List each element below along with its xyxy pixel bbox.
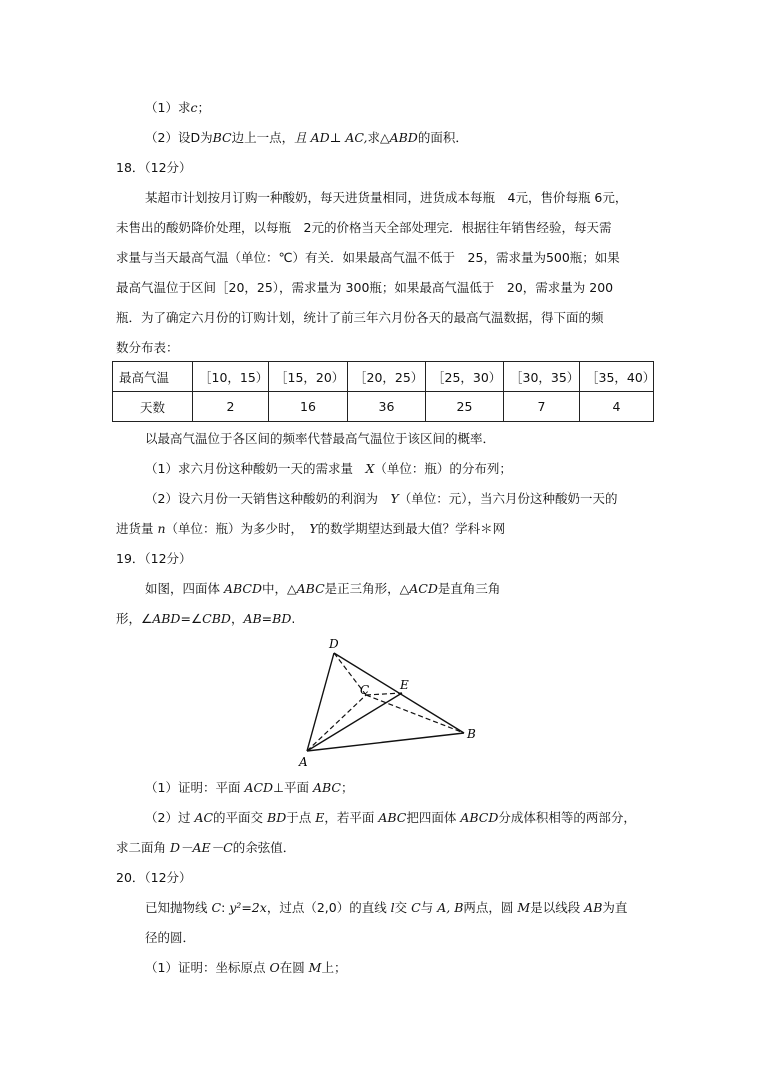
table-row-header: 最高气温 <box>113 362 193 392</box>
q20-header: 20．（12分） <box>116 870 192 885</box>
q18-paragraph-line: 某超市计划按月订购一种酸奶，每天进货量相同，进货成本每瓶 4元，售价每瓶 6元， <box>145 190 628 205</box>
table-cell: 25 <box>426 392 504 422</box>
q18-paragraph-line: 瓶．为了确定六月份的订购计划，统计了前三年六月份各天的最高气温数据，得下面的频 <box>116 310 604 325</box>
vertex-label-B: B <box>467 727 476 741</box>
q18-part1: （1）求六月份这种酸奶一天的需求量 X（单位：瓶）的分布列； <box>145 461 512 476</box>
table-row <box>113 362 654 392</box>
table-cell: 2 <box>193 392 269 422</box>
q20-part1: （1）证明：坐标原点 O在圆 M上； <box>145 960 347 975</box>
vertex-label-A: A <box>299 755 308 769</box>
q18-after-table: 以最高气温位于各区间的频率代替最高气温位于该区间的概率． <box>145 431 496 446</box>
q18-paragraph-line: 最高气温位于区间［20，25），需求量为 300瓶；如果最高气温低于 20，需求量为 200 <box>116 280 614 295</box>
table-cell: ［10，15） <box>193 362 269 392</box>
edge-AB <box>307 733 464 751</box>
q18-paragraph-line: 求量与当天最高气温（单位：℃）有关．如果最高气温不低于 25，需求量为500瓶；如果 <box>116 250 620 265</box>
tetrahedron-figure <box>290 632 490 772</box>
q18-paragraph-line: 未售出的酸奶降价处理，以每瓶 2元的价格当天全部处理完．根据往年销售经验，每天需 <box>116 220 612 235</box>
table-cell: 36 <box>348 392 426 422</box>
q18-header: 18．（12分） <box>116 160 192 175</box>
q18-paragraph-line: 数分布表： <box>116 340 179 355</box>
q19-part1: （1）证明：平面 ACD⊥平面 ABC； <box>145 780 354 795</box>
table-cell: ［30，35） <box>504 362 580 392</box>
table-cell: ［25，30） <box>426 362 504 392</box>
q19-part2-cont: 求二面角 D－AE－C的余弦值． <box>116 840 296 855</box>
q19-header: 19．（12分） <box>116 551 192 566</box>
vertex-label-C: C <box>360 683 370 697</box>
table-cell: 4 <box>580 392 654 422</box>
frequency-table <box>112 361 654 422</box>
table-cell: ［20，25） <box>348 362 426 392</box>
table-cell: ［15，20） <box>269 362 348 392</box>
table-cell: 16 <box>269 392 348 422</box>
table-row-header: 天数 <box>113 392 193 422</box>
q20-paragraph-line: 径的圆． <box>145 930 196 945</box>
q19-paragraph-line: 如图，四面体 ABCD中，△ABC是正三角形，△ACD是直角三角 <box>145 581 501 596</box>
table-cell: 7 <box>504 392 580 422</box>
table-cell: ［35，40） <box>580 362 654 392</box>
table-row <box>113 392 654 422</box>
q20-paragraph-line: 已知抛物线 C: y²=2x，过点（2,0）的直线 l交 C与 A, B两点，圆 M是以线段 AB为直 <box>145 900 628 915</box>
q17-part2: （2）设D为BC边上一点，且 AD⊥ AC,求△ABD的面积． <box>145 130 468 145</box>
edge-CB <box>366 695 464 733</box>
vertex-label-D: D <box>329 637 339 651</box>
q18-part2: （2）设六月份一天销售这种酸奶的利润为 Y（单位：元），当六月份这种酸奶一天的 <box>145 491 618 506</box>
q19-part2: （2）过 AC的平面交 BD于点 E，若平面 ABC把四面体 ABCD分成体积相等的两部分， <box>145 810 636 825</box>
edge-CE <box>366 693 402 695</box>
vertex-label-E: E <box>400 678 409 692</box>
q18-part2-cont: 进货量 n（单位：瓶）为多少时， Y的数学期望达到最大值？学科＊网 <box>116 521 506 536</box>
q19-paragraph-line: 形，∠ABD=∠CBD，AB=BD. <box>116 611 296 626</box>
q17-part1: （1）求c； <box>145 100 210 115</box>
edge-AC <box>307 695 366 751</box>
